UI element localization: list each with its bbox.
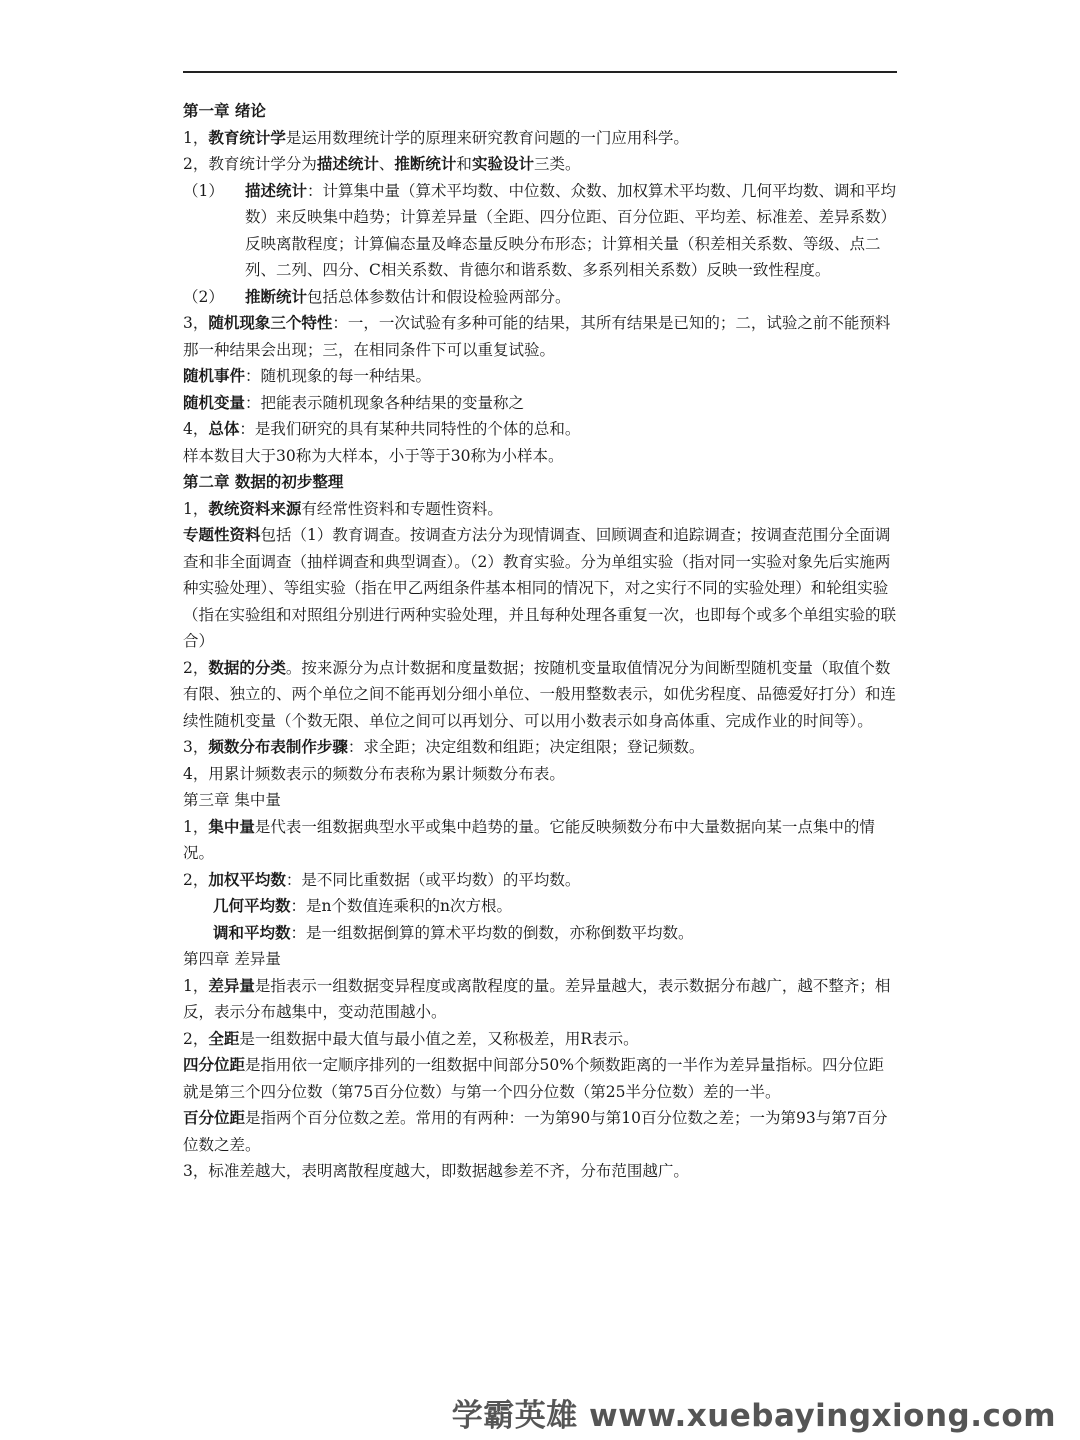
paragraph: 4，用累计频数表示的频数分布表称为累计频数分布表。: [183, 764, 565, 783]
paragraph: 1，集中量是代表一组数据典型水平或集中趋势的量。它能反映频数分布中大量数据向某一点集中的情况。: [183, 816, 875, 862]
paragraph: 3，频数分布表制作步骤：求全距；决定组数和组距；决定组限；登记频数。: [183, 737, 705, 756]
paragraph: 1，教育统计学是运用数理统计学的原理来研究教育问题的一门应用科学。: [183, 127, 689, 147]
list-item: （2） 推断统计包括总体参数估计和假设检验两部分。: [183, 286, 571, 306]
paragraph: 1，教统资料来源有经常性资料和专题性资料。: [183, 498, 503, 518]
paragraph: 专题性资料包括（1）教育调查。按调查方法分为现情调查、回顾调查和追踪调查；按调查范围分全面调查和非全面调查（抽样调查和典型调查）。（2）教育实验。分为单组实验（指对同一实验对象先后实施两种实验处理）、等组实验（指在甲乙两组条件基本相同的情况下，对之实行不同的实验处理）和轮组实验（指在实验组和对照组分别进行两种实验处理，并且每种处理各重复一次，也即每个或多个单组实验的联合）: [183, 525, 897, 650]
chapter-1-title: 第一章 绪论: [183, 101, 266, 120]
paragraph: 2，数据的分类。按来源分为点计数据和度量数据；按随机变量取值情况分为间断型随机变量（取值个数有限、独立的、两个单位之间不能再划分细小单位、一般用整数表示，如优劣程度、品德爱好打分）和连续性随机变量（个数无限、单位之间可以再划分、可以用小数表示如身高体重、完成作业的时间等）。: [183, 657, 897, 730]
chapter-4-title: 第四章 差异量: [183, 950, 281, 968]
paragraph: 2，全距是一组数据中最大值与最小值之差，又称极差，用R表示。: [183, 1028, 639, 1048]
paragraph: 2，教育统计学分为描述统计、推断统计和实验设计三类。: [183, 154, 581, 173]
paragraph: 百分位距是指两个百分位数之差。常用的有两种：一为第90与第10百分位数之差；一为第93与第7百分位数之差。: [183, 1108, 888, 1154]
paragraph: 3，标准差越大，表明离散程度越大，即数据越参差不齐，分布范围越广。: [183, 1162, 689, 1180]
header-rule: [183, 71, 897, 73]
paragraph: 调和平均数：是一组数据倒算的算术平均数的倒数，亦称倒数平均数。: [213, 922, 694, 942]
paragraph: 1，差异量是指表示一组数据变异程度或离散程度的量。差异量越大，表示数据分布越广，越不整齐；相反，表示分布越集中，变动范围越小。: [183, 975, 891, 1021]
paragraph: 四分位距是指用依一定顺序排列的一组数据中间部分50%个频数距离的一半作为差异量指标。四分位距就是第三个四分位数（第75百分位数）与第一个四分位数（第25半分位数）差的一半。: [183, 1055, 884, 1101]
chapter-3-title: 第三章 集中量: [183, 791, 281, 809]
document-body: [183, 98, 897, 1185]
watermark-footer: 学霸英雄 www.xuebayingxiong.com: [451, 1398, 1056, 1434]
paragraph: 3，随机现象三个特性：一，一次试验有多种可能的结果，其所有结果是已知的；二，试验之前不能预料那一种结果会出现；三，在相同条件下可以重复试验。: [183, 313, 891, 359]
paragraph: 4，总体：是我们研究的具有某种共同特性的个体的总和。: [183, 419, 581, 438]
chapter-2-title: 第二章 数据的初步整理: [183, 472, 344, 491]
paragraph: 2，加权平均数：是不同比重数据（或平均数）的平均数。: [183, 869, 581, 889]
paragraph: 样本数目大于30称为大样本，小于等于30称为小样本。: [183, 446, 564, 465]
paragraph: 随机事件：随机现象的每一种结果。: [183, 366, 432, 385]
paragraph: 随机变量：把能表示随机现象各种结果的变量称之: [183, 392, 525, 412]
paragraph: 几何平均数：是n个数值连乘积的n次方根。: [213, 896, 512, 915]
list-item: （1） 描述统计：计算集中量（算术平均数、中位数、众数、加权算术平均数、几何平均数、调和平均数）来反映集中趋势；计算差异量（全距、四分位距、百分位距、平均差、标准差、差异系数）反映离散程度；计算偏态量及峰态量反映分布形态；计算相关量（积差相关系数、等级、点二列、二列、四分、C相关系数、肯德尔和谐系数、多系列相关系数）反映一致性程度。: [183, 180, 897, 279]
